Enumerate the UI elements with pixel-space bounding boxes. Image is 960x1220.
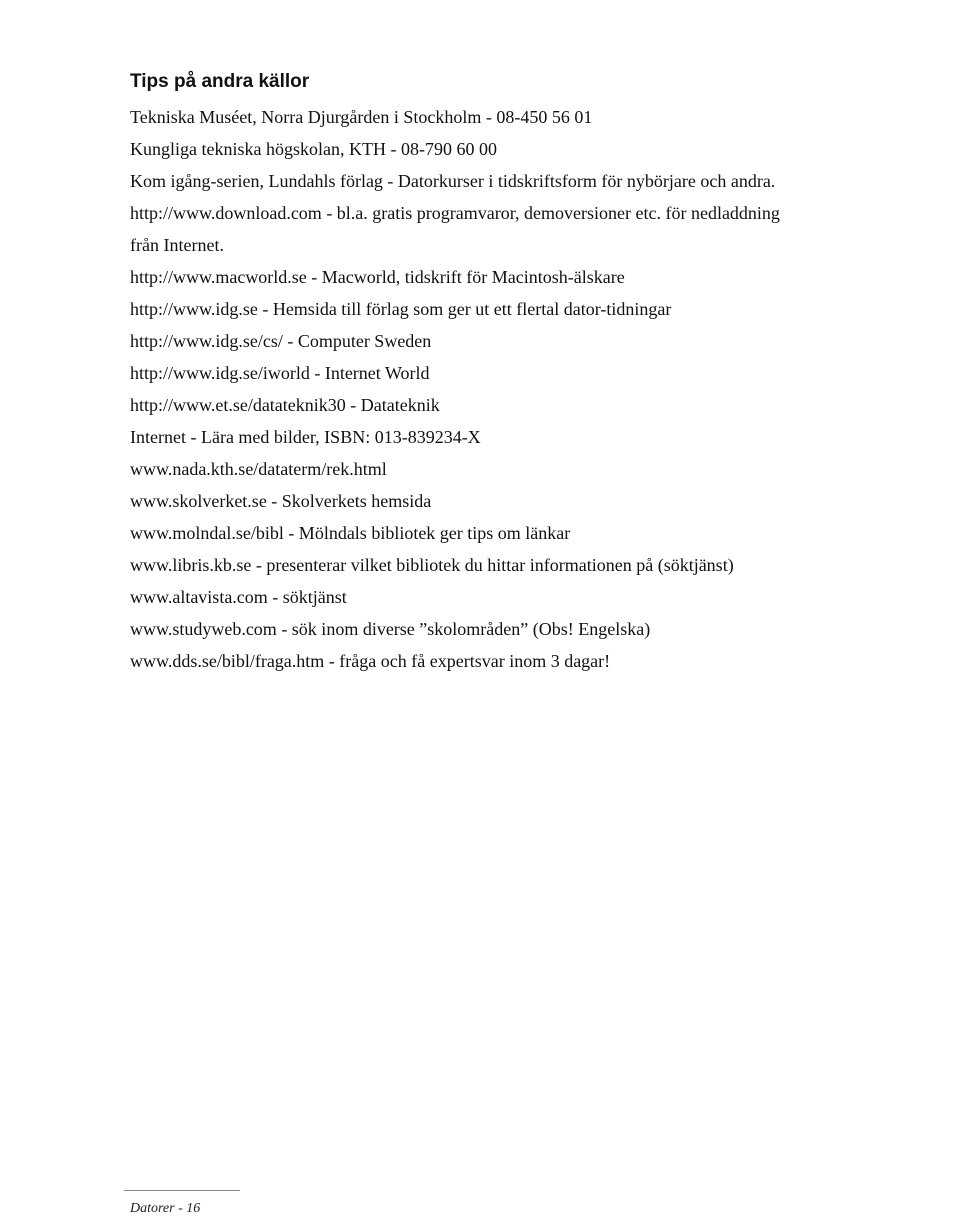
footer-divider — [124, 1190, 240, 1191]
list-item: www.nada.kth.se/dataterm/rek.html — [130, 459, 387, 479]
list-item: http://www.macworld.se - Macworld, tidskrift för Macintosh-älskare — [130, 267, 625, 287]
page-footer: Datorer - 16 — [130, 1201, 201, 1216]
list-item: www.libris.kb.se - presenterar vilket bibliotek du hittar informationen på (söktjänst) — [130, 555, 734, 575]
list-item: http://www.et.se/datateknik30 - Datateknik — [130, 395, 440, 415]
list-item: http://www.idg.se - Hemsida till förlag som ger ut ett flertal dator-tidningar — [130, 299, 672, 319]
list-item: http://www.download.com - bl.a. gratis programvaror, demoversioner etc. för nedladdning från Internet. — [130, 203, 780, 255]
section-heading: Tips på andra källor — [130, 71, 310, 92]
list-item: http://www.idg.se/iworld - Internet World — [130, 363, 430, 383]
list-item: Kom igång-serien, Lundahls förlag - Datorkurser i tidskriftsform för nybörjare och andra. — [130, 171, 776, 191]
list-item: www.altavista.com - söktjänst — [130, 587, 347, 607]
list-item: Internet - Lära med bilder, ISBN: 013-839234-X — [130, 427, 481, 447]
list-item: www.molndal.se/bibl - Mölndals bibliotek ger tips om länkar — [130, 523, 571, 543]
source-list — [130, 101, 780, 677]
list-item: Kungliga tekniska högskolan, KTH - 08-790 60 00 — [130, 139, 497, 159]
list-item: www.dds.se/bibl/fraga.htm - fråga och få expertsvar inom 3 dagar! — [130, 651, 611, 671]
list-item: www.studyweb.com - sök inom diverse ”skolområden” (Obs! Engelska) — [130, 619, 651, 639]
list-item: www.skolverket.se - Skolverkets hemsida — [130, 491, 432, 511]
list-item: http://www.idg.se/cs/ - Computer Sweden — [130, 331, 432, 351]
list-item: Tekniska Muséet, Norra Djurgården i Stockholm - 08-450 56 01 — [130, 107, 593, 127]
